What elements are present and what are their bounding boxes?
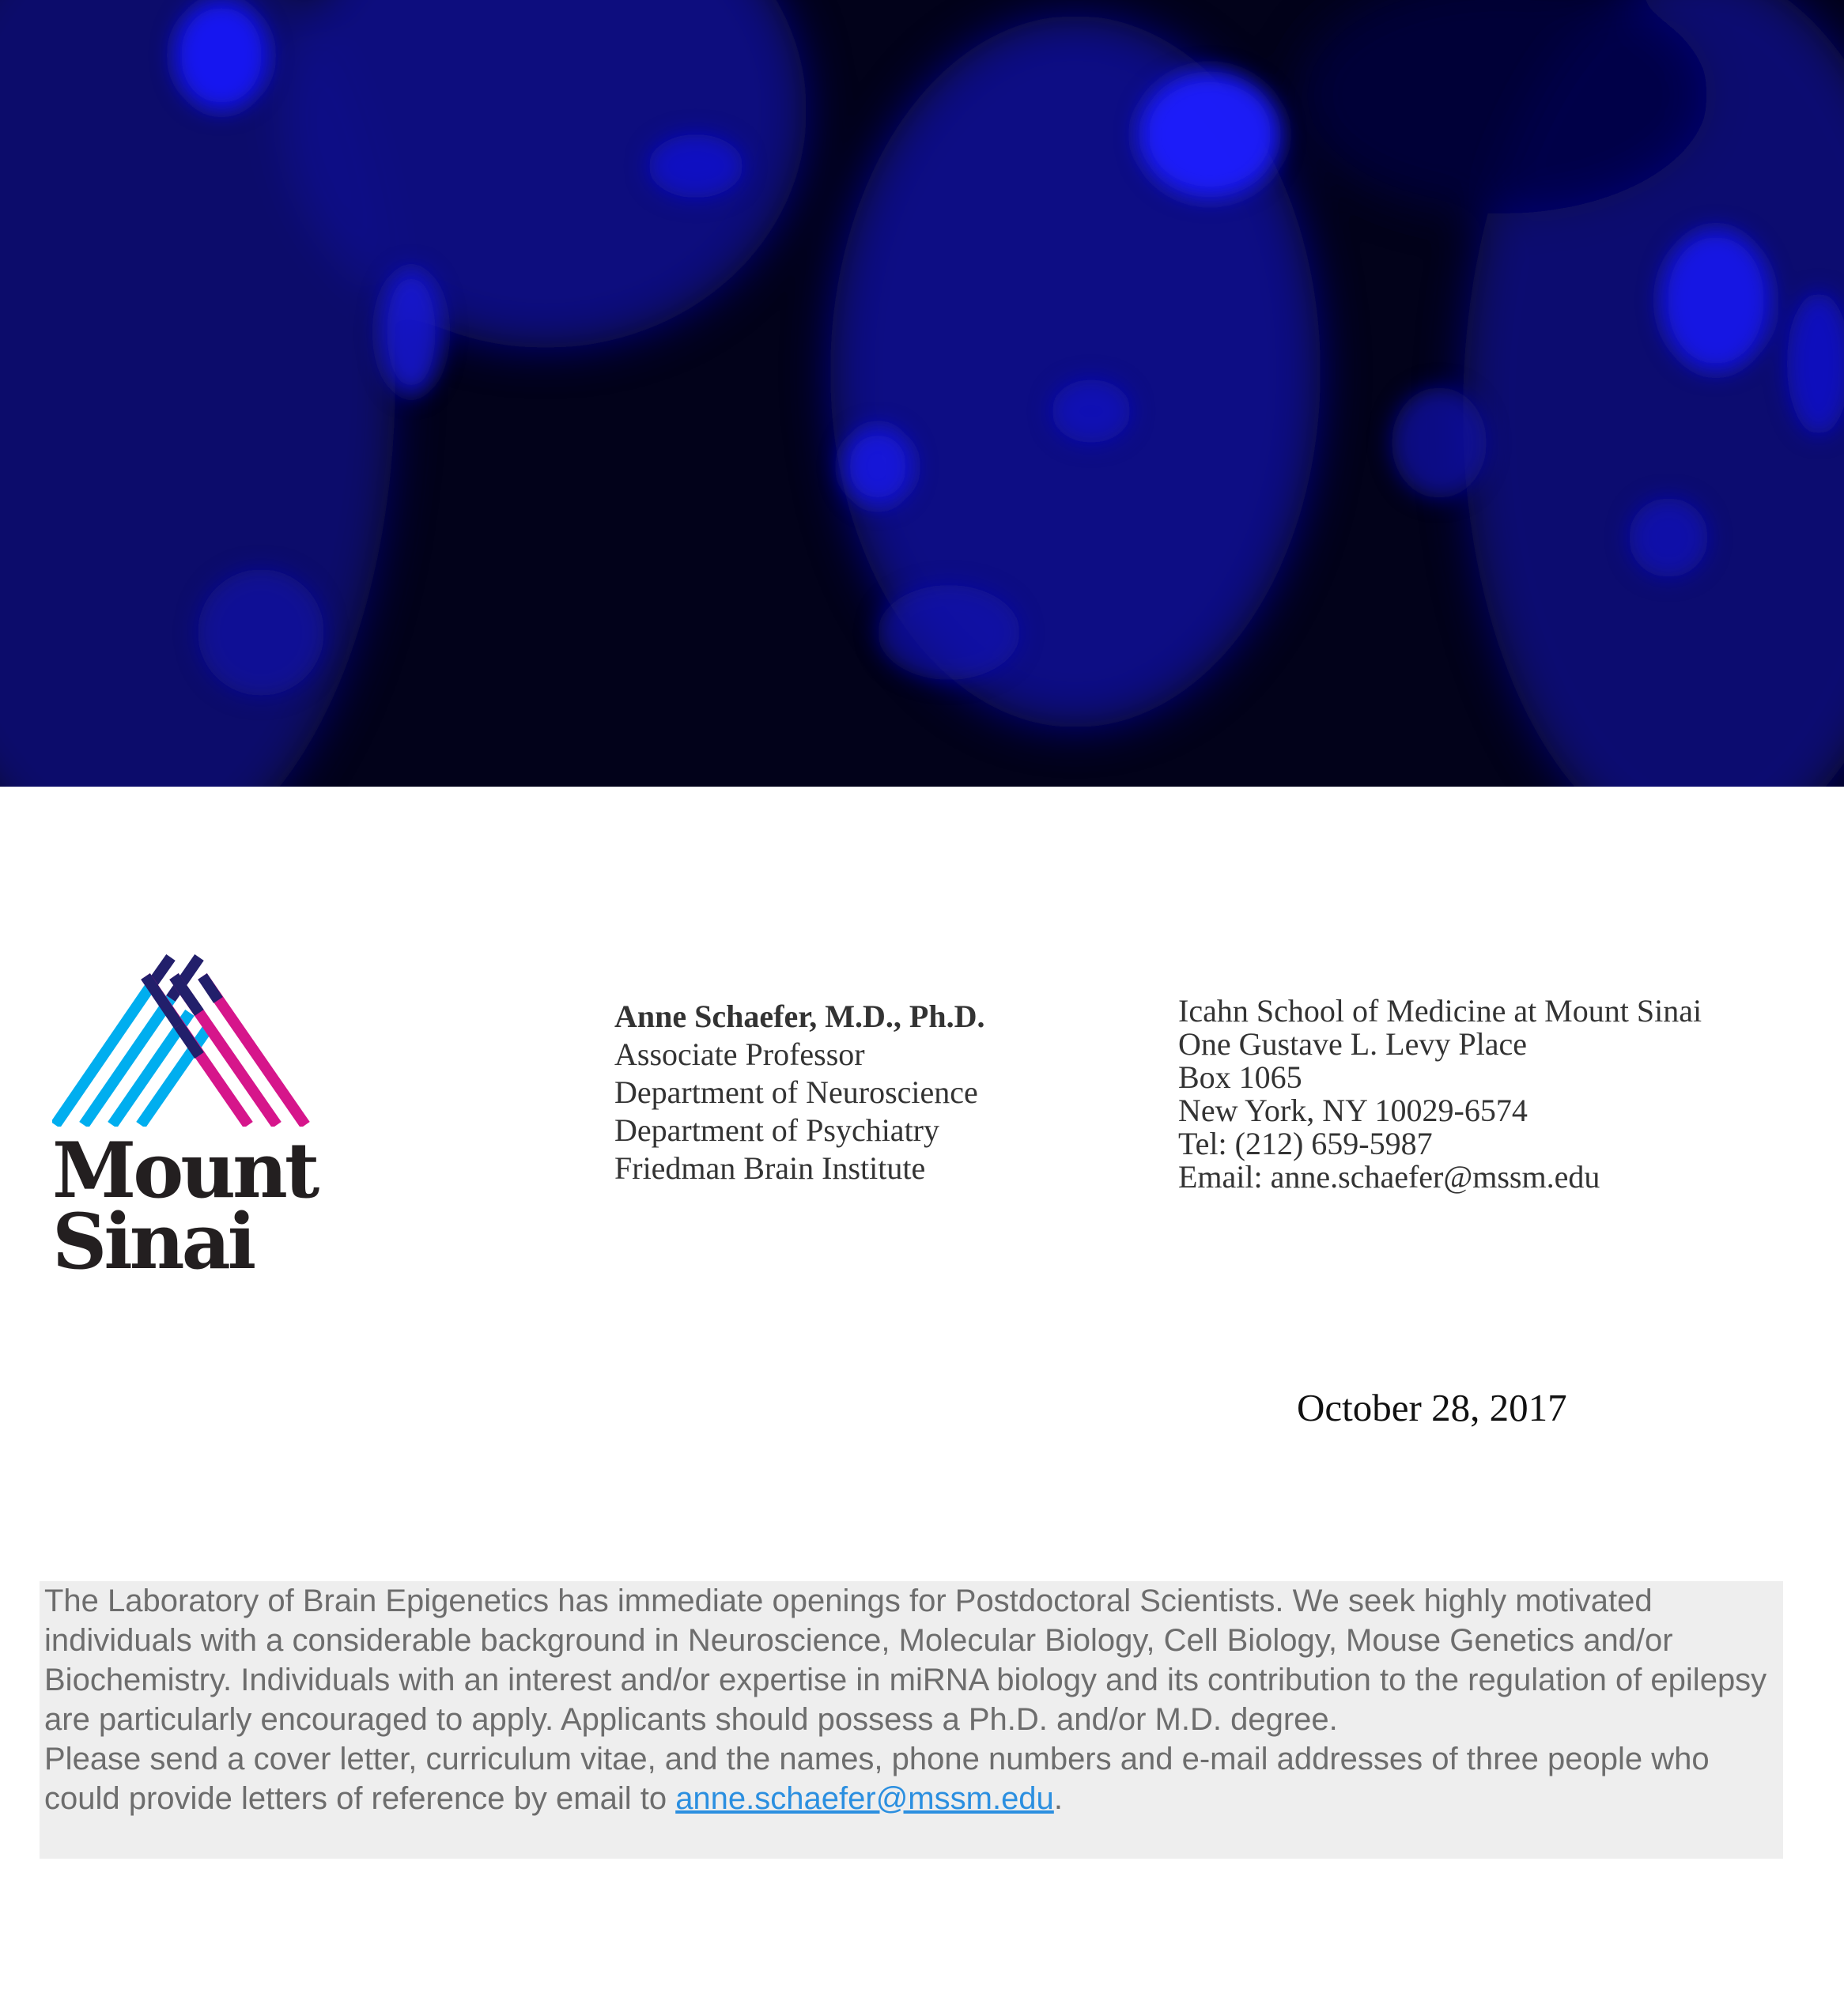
letter-date: October 28, 2017 xyxy=(1297,1386,1567,1429)
header-micrograph xyxy=(0,0,1844,787)
contact-department-neuroscience: Department of Neuroscience xyxy=(614,1074,978,1110)
email-link[interactable]: anne.schaefer@mssm.edu xyxy=(675,1781,1054,1816)
notice-paragraph-2-end: . xyxy=(1053,1781,1063,1816)
address-email: Email: anne.schaefer@mssm.edu xyxy=(1178,1159,1600,1195)
mount-sinai-logo xyxy=(52,953,321,1286)
nuclei-image xyxy=(0,0,1844,787)
address-box: Box 1065 xyxy=(1178,1059,1302,1095)
logo-word-sinai: Sinai xyxy=(52,1197,254,1286)
address-city: New York, NY 10029-6574 xyxy=(1178,1093,1528,1128)
contact-title: Associate Professor xyxy=(614,1036,865,1072)
logo-word-mount: Mount xyxy=(52,1126,317,1215)
address-street: One Gustave L. Levy Place xyxy=(1178,1026,1527,1062)
address-phone: Tel: (212) 659-5987 xyxy=(1178,1126,1433,1161)
contact-department-psychiatry: Department of Psychiatry xyxy=(614,1112,939,1148)
contact-block xyxy=(614,998,985,1187)
logo-triangle-mark xyxy=(52,953,321,1127)
address-school: Icahn School of Medicine at Mount Sinai xyxy=(1178,993,1702,1029)
contact-name: Anne Schaefer, M.D., Ph.D. xyxy=(614,999,985,1034)
notice-paragraph-2 xyxy=(44,1739,1778,1818)
notice-paragraph-1: The Laboratory of Brain Epigenetics has immediate openings for Postdoctoral Scientists. We seek highly motivated individuals with a considerable background in Neuroscience, Molecular Biology, Cell Biology, Mouse Genetics and/or Biochemistry. Individuals with an interest and/or expertise in miRNA biology and its contribution to the regulation of epilepsy are particularly encouraged to apply. Applicants should possess a Ph.D. and/or M.D. degree. xyxy=(44,1584,1767,1737)
address-block xyxy=(1178,995,1702,1194)
contact-institute: Friedman Brain Institute xyxy=(614,1150,926,1186)
notice-paragraph-2-text: Please send a cover letter, curriculum vitae, and the names, phone numbers and e-mail addresses of three people who could provide letters of reference by email to xyxy=(44,1742,1710,1816)
job-notice xyxy=(40,1581,1783,1859)
